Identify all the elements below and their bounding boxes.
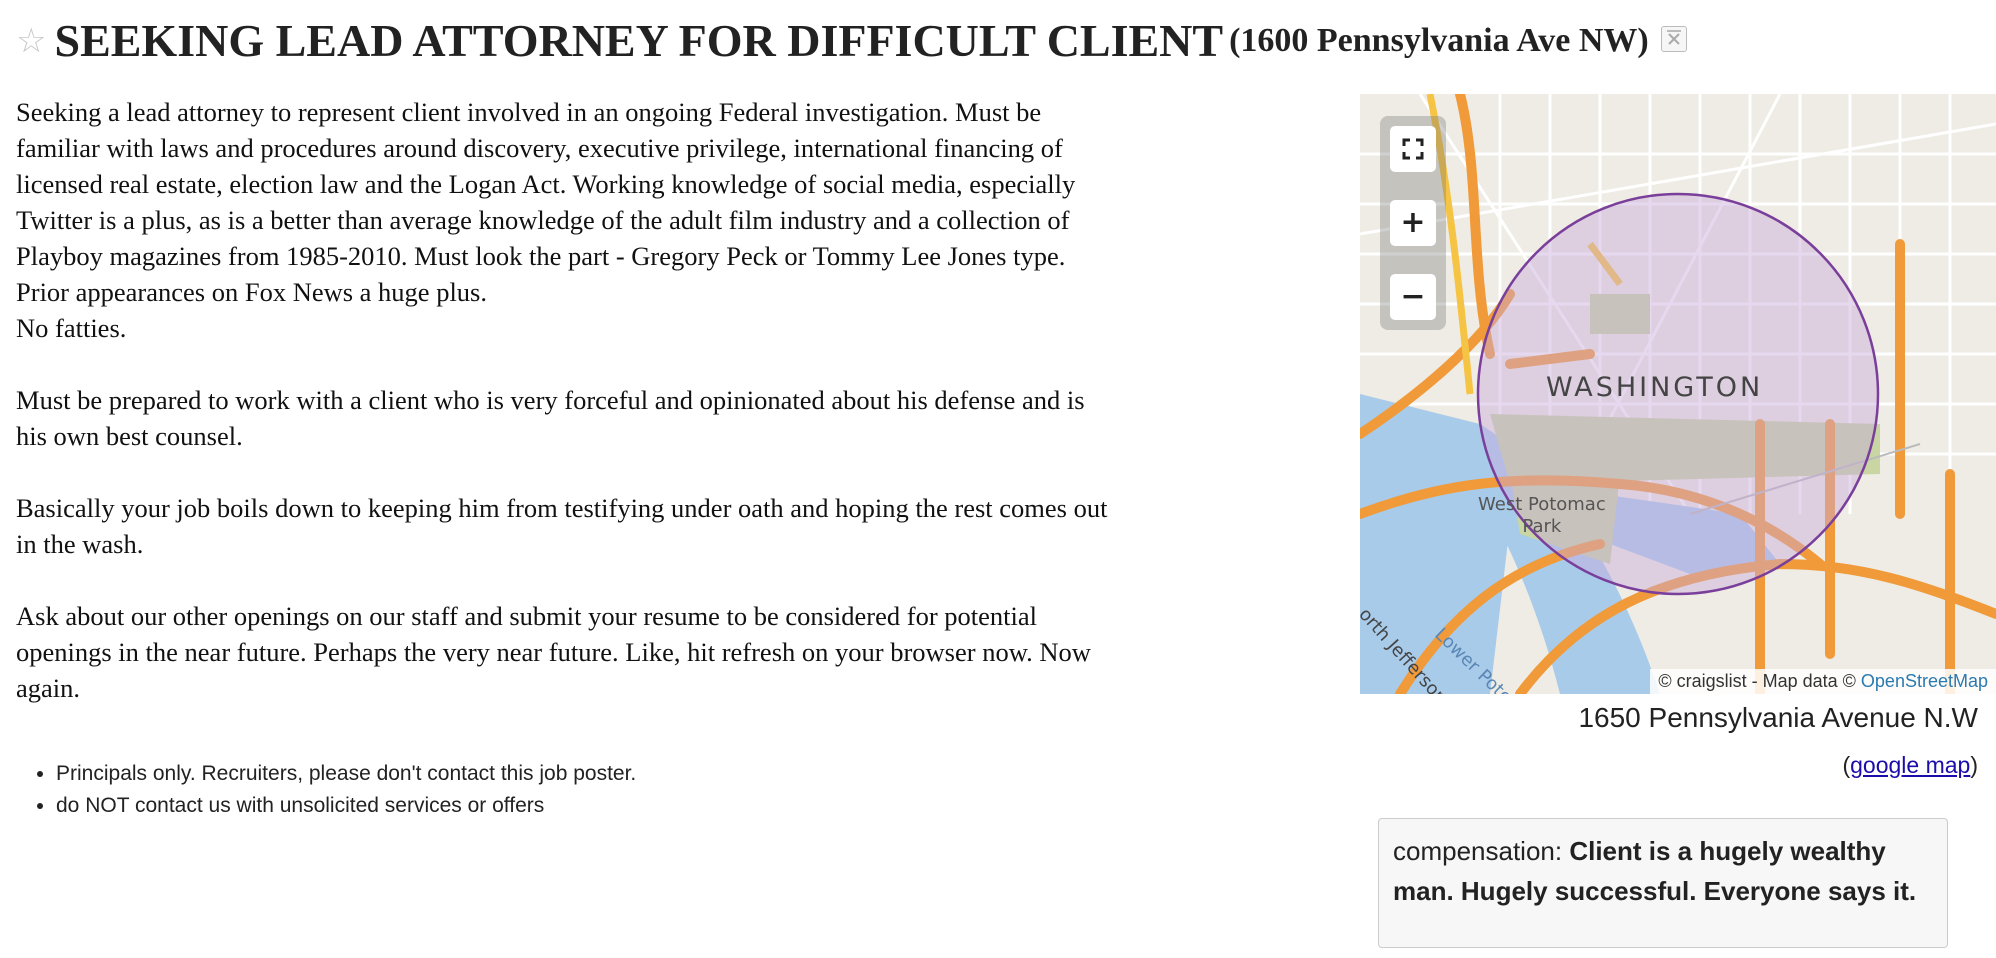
hide-posting-icon[interactable] [1661,26,1687,52]
google-map-link-row [1700,752,1978,779]
posting-title-row [16,14,1687,67]
paragraph [16,490,1341,562]
notice-item: • do NOT contact us with unsolicited services or offers [56,790,636,822]
openstreetmap-link[interactable]: OpenStreetMap [1860,671,1988,691]
notice-item: • Principals only. Recruiters, please don't contact this job poster. [56,758,636,790]
star-icon[interactable]: ☆ [16,20,47,61]
location-map[interactable] [1360,94,1996,694]
map-park-label [1478,494,1606,538]
body-line: Basically your job boils down to keeping him from testifying under oath and hoping the rest comes out [16,493,1108,523]
posting-body [16,94,1341,742]
paren-open: ( [1842,752,1851,778]
body-line: Twitter is a plus, as is a better than average knowledge of the adult film industry and a collection of [16,205,1070,235]
map-zoom-controls [1380,116,1446,330]
body-line: in the wash. [16,529,144,559]
posting-location: (1600 Pennsylvania Ave NW) [1229,21,1649,59]
body-line: again. [16,673,81,703]
zoom-out-button[interactable]: − [1390,274,1436,320]
paragraph [16,382,1341,454]
body-line: openings in the near future. Perhaps the very near future. Like, hit refresh on your browser now. Now [16,637,1091,667]
compensation-value: Client is a hugely wealthy man. Hugely successful. Everyone says it. [1393,836,1917,906]
body-line: Must be prepared to work with a client who is very forceful and opinionated about his defense and is [16,385,1085,415]
body-line: his own best counsel. [16,421,243,451]
body-line: licensed real estate, election law and the Logan Act. Working knowledge of social media, especially [16,169,1076,199]
compensation-label: compensation: [1393,836,1570,866]
body-line: No fatties. [16,313,127,343]
poster-notices [30,758,636,822]
body-line: Seeking a lead attorney to represent client involved in an ongoing Federal investigation. Must be [16,97,1042,127]
paragraph [16,598,1341,706]
body-line: Prior appearances on Fox News a huge plus. [16,277,487,307]
park-label-line: Park [1522,516,1562,537]
park-label-line: West Potomac [1478,494,1606,515]
body-line: Ask about our other openings on our staff and submit your resume to be considered for potential [16,601,1038,631]
map-attribution [1650,669,1996,694]
paragraph [16,94,1341,346]
body-line: Playboy magazines from 1985-2010. Must look the part - Gregory Peck or Tommy Lee Jones type. [16,241,1066,271]
attribution-text: © craigslist - Map data © [1658,671,1861,691]
google-map-link[interactable]: google map [1850,752,1971,778]
map-city-label: WASHINGTON [1546,372,1764,403]
posting-title: SEEKING LEAD ATTORNEY FOR DIFFICULT CLIENT [54,15,1224,66]
body-line: familiar with laws and procedures around discovery, executive privilege, international financing of [16,133,1063,163]
fullscreen-icon[interactable] [1390,126,1436,172]
map-address: 1650 Pennsylvania Avenue N.W [1578,702,1978,733]
paren-close: ) [1970,752,1978,778]
zoom-in-button[interactable]: + [1390,200,1436,246]
compensation-box [1378,818,1948,948]
